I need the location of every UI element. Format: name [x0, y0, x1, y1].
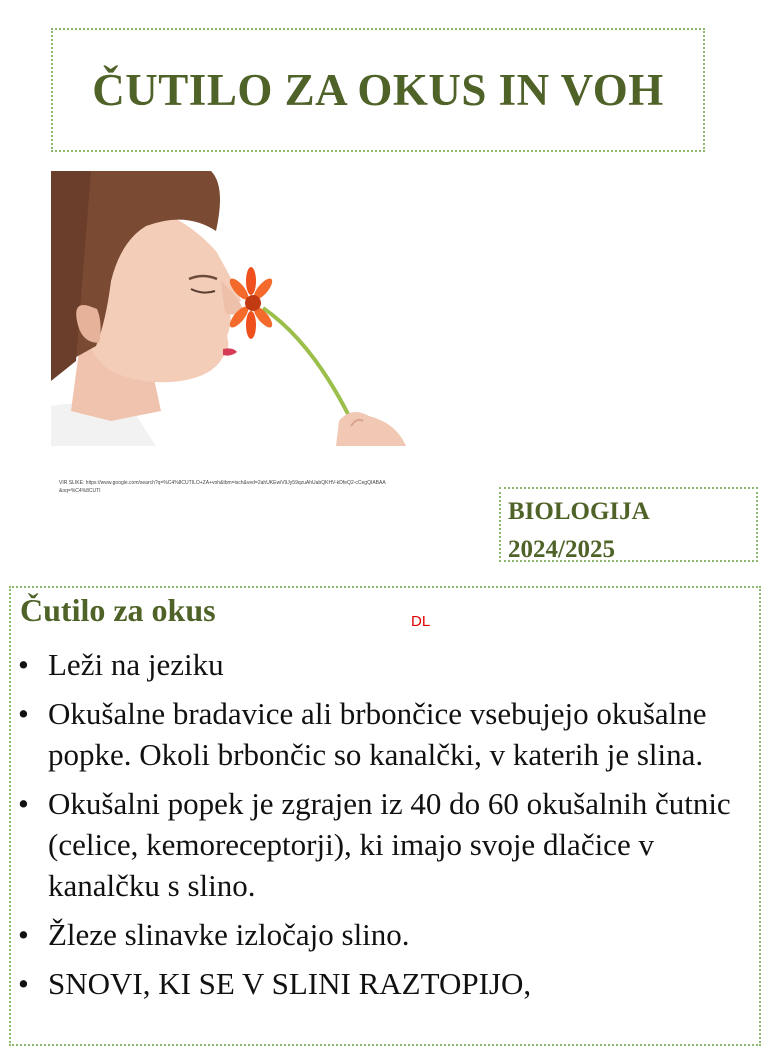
dl-mark: DL — [411, 613, 431, 630]
page-title: ČUTILO ZA OKUS IN VOH — [92, 65, 664, 115]
content-box — [9, 586, 761, 1046]
bullet-icon: • — [18, 966, 29, 1001]
bullet-icon: • — [18, 917, 29, 952]
list-item: • Leži na jeziku — [11, 644, 751, 685]
list-item: • Okušalni popek je zgrajen iz 40 do 60 okušalnih čutnic (celice, kemoreceptorji), ki imajo svoje dlačice v kanalčku s slino. — [11, 783, 751, 906]
list-item: • SNOVI, KI SE V SLINI RAZTOPIJO, — [11, 963, 751, 1004]
course-info-box — [499, 487, 758, 562]
bullet-icon: • — [18, 647, 29, 682]
section-heading: Čutilo za okus — [20, 592, 216, 628]
list-item: • Okušalne bradavice ali brbončice vsebujejo okušalne popke. Okoli brbončic so kanalčki, v katerih je slina. — [11, 693, 751, 775]
bullet-list — [11, 644, 751, 1012]
woman-smelling-flower-photo — [51, 171, 416, 446]
course-subject: BIOLOGIJA — [508, 498, 650, 525]
list-item: • Žleze slinavke izločajo slino. — [11, 914, 751, 955]
image-source-note: VIR SLIKE: https://www.google.com/search?q=%C4%8CUTILO+ZA+voh&tbm=isch&ved=2ahUKEwiV9Jy59qzuAhUabQKHV-kDfeQ2-cCegQIABAA&oq=%C4%8CUTI — [59, 480, 386, 494]
title-box — [51, 28, 705, 152]
course-year: 2024/2025 — [508, 536, 615, 563]
bullet-icon: • — [18, 696, 29, 731]
bullet-icon: • — [18, 786, 29, 821]
